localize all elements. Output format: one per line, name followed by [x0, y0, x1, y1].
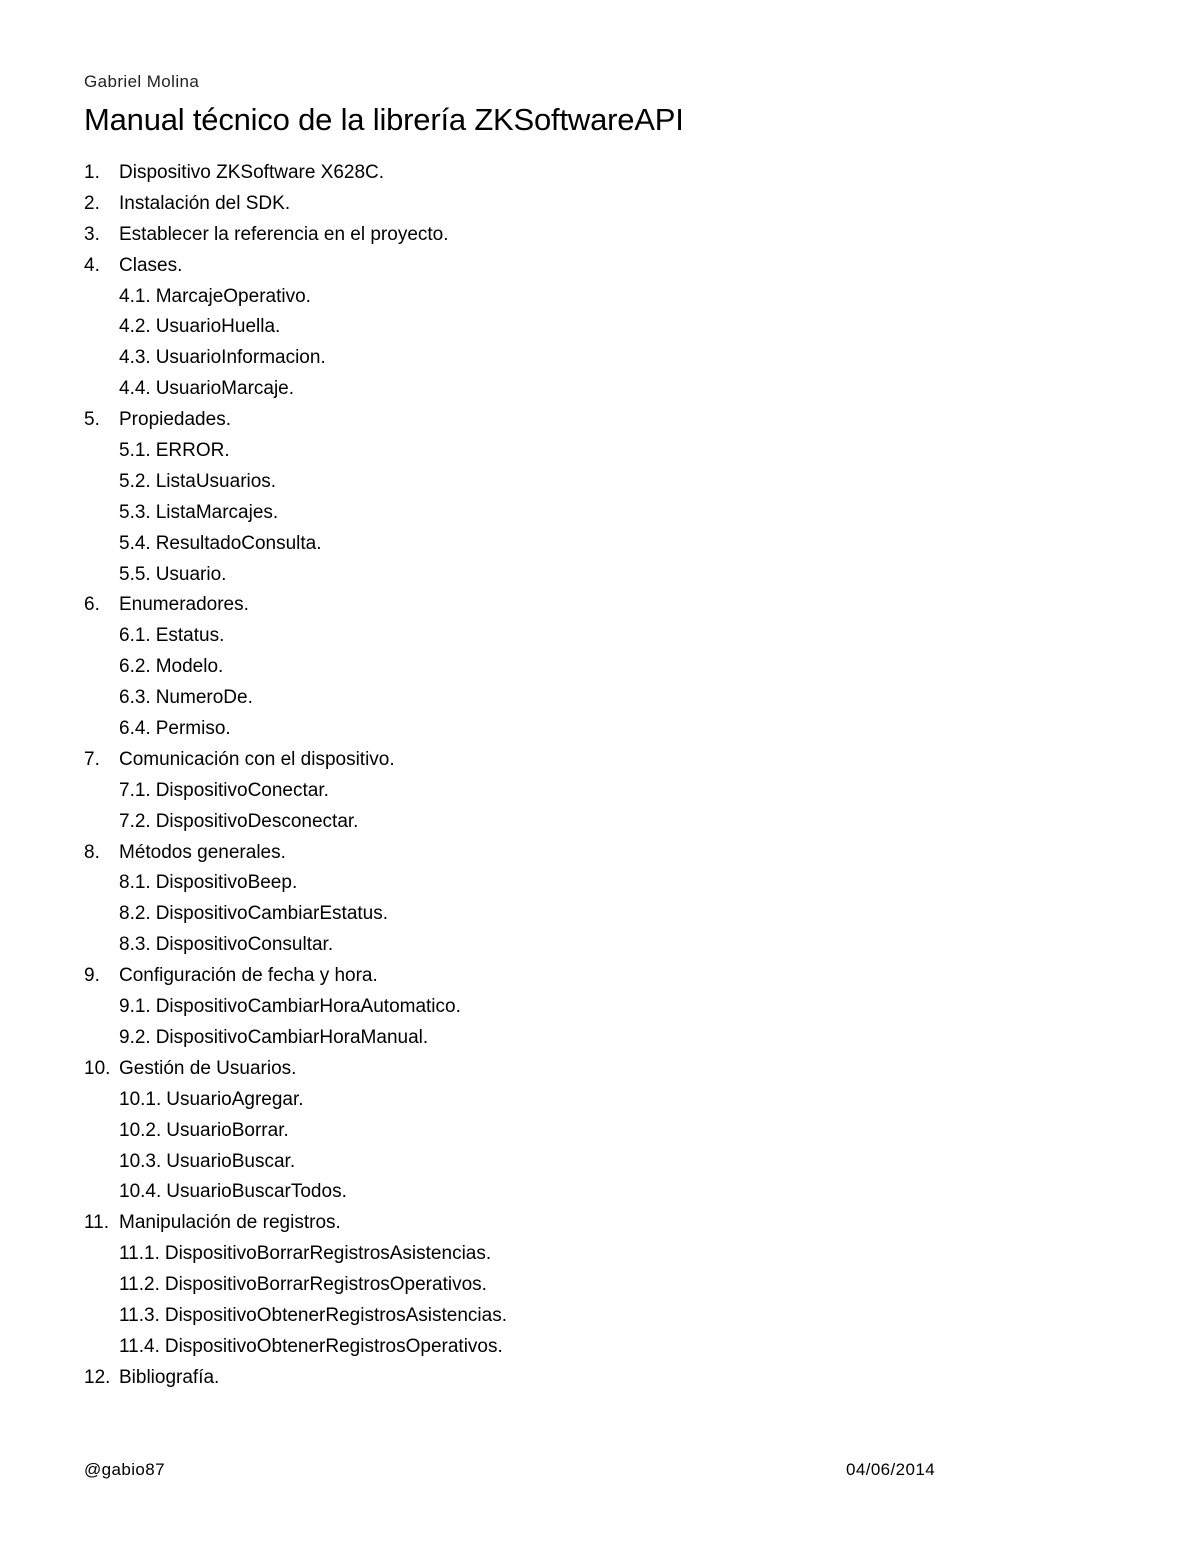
toc-item-text: UsuarioBuscarTodos. [166, 1181, 347, 1203]
toc-item-number: 4.2. [119, 316, 151, 338]
toc-item-text: MarcajeOperativo. [155, 285, 311, 307]
toc-item-text: Clases. [119, 254, 183, 276]
toc-item-text: Instalación del SDK. [119, 192, 291, 214]
toc-item-text: Configuración de fecha y hora. [119, 965, 378, 987]
toc-subitem [84, 992, 507, 1023]
toc-item-text: Comunicación con el dispositivo. [119, 748, 395, 770]
toc-item-number: 11.2. [119, 1274, 160, 1296]
toc-subitem [84, 807, 507, 838]
toc-subitem [84, 436, 507, 467]
toc-item-number: 6.4. [119, 718, 151, 740]
toc-item-number: 10.1. [119, 1088, 162, 1110]
toc-subitem [84, 529, 507, 560]
toc-item-text: Usuario. [155, 563, 227, 585]
toc-item-text: Enumeradores. [119, 594, 249, 616]
toc-subitem [84, 1270, 507, 1301]
toc-item [84, 745, 507, 776]
toc-item-text: Métodos generales. [119, 841, 286, 863]
toc-item-text: DispositivoBorrarRegistrosOperativos. [164, 1274, 487, 1296]
toc-item-text: Dispositivo ZKSoftware X628C. [119, 162, 385, 183]
toc-subitem [84, 374, 507, 405]
footer-handle: @gabio87 [84, 1460, 165, 1479]
toc-item [84, 189, 507, 220]
author-name: Gabriel Molina [84, 72, 200, 91]
toc-item-number: 6.3. [119, 687, 151, 709]
toc-item-number: 6.2. [119, 656, 151, 678]
toc-subitem [84, 776, 507, 807]
toc-item-number: 2. [84, 192, 100, 214]
toc-item-number: 10.2. [119, 1119, 162, 1141]
toc-subitem [84, 560, 507, 591]
toc-item-number: 8. [84, 841, 100, 863]
toc-item-text: DispositivoCambiarHoraAutomatico. [155, 996, 461, 1018]
toc-subitem [84, 714, 507, 745]
toc-item-text: UsuarioBorrar. [166, 1119, 289, 1141]
toc-item [84, 158, 507, 189]
toc-item-number: 9.2. [119, 1026, 151, 1048]
toc-item-text: Establecer la referencia en el proyecto. [119, 223, 449, 245]
toc-item-number: 10.3. [119, 1150, 162, 1172]
toc-subitem [84, 683, 507, 714]
toc-item-text: UsuarioHuella. [155, 316, 281, 338]
toc-subitem [84, 498, 507, 529]
toc-item-text: Gestión de Usuarios. [119, 1057, 297, 1079]
toc-item-text: UsuarioAgregar. [166, 1088, 304, 1110]
toc-item [84, 1054, 507, 1085]
toc-subitem [84, 1177, 507, 1208]
toc-item-text: Estatus. [155, 625, 225, 647]
toc-item-number: 8.1. [119, 872, 151, 894]
toc-item-number: 5.4. [119, 532, 151, 554]
toc-subitem [84, 899, 507, 930]
toc-item-text: Manipulación de registros. [119, 1212, 341, 1234]
toc-subitem [84, 868, 507, 899]
toc-item-number: 5.3. [119, 501, 151, 523]
toc-item-number: 3. [84, 223, 100, 245]
toc-subitem [84, 1147, 507, 1178]
toc-item-number: 4.1. [119, 285, 151, 307]
footer-date: 04/06/2014 [846, 1460, 936, 1479]
toc-subitem [84, 1239, 507, 1270]
toc-item-text: Permiso. [155, 718, 231, 740]
toc-item [84, 1208, 507, 1239]
toc-item-text: ERROR. [155, 440, 230, 462]
toc-item [84, 961, 507, 992]
toc-item-number: 7. [84, 748, 100, 770]
toc-subitem [84, 1116, 507, 1147]
toc-item-text: DispositivoBeep. [155, 872, 298, 894]
toc-item-text: ResultadoConsulta. [155, 532, 322, 554]
toc-item-number: 1. [84, 162, 100, 183]
toc-item-number: 7.1. [119, 779, 151, 801]
toc-item-number: 7.2. [119, 810, 151, 832]
toc-item-text: DispositivoCambiarHoraManual. [155, 1026, 429, 1048]
toc-subitem [84, 467, 507, 498]
toc-subitem [84, 930, 507, 961]
toc-item-number: 5.5. [119, 563, 151, 585]
toc-subitem [84, 282, 507, 313]
toc-item-number: 6.1. [119, 625, 151, 647]
toc-item-text: DispositivoConectar. [155, 779, 329, 801]
toc-item-number: 11. [84, 1212, 110, 1234]
toc-item-number: 4. [84, 254, 100, 276]
toc-item-number: 10. [84, 1057, 111, 1079]
toc-item-number: 11.3. [119, 1304, 160, 1326]
toc-item [84, 838, 507, 869]
toc-item-number: 9.1. [119, 996, 151, 1018]
toc-item-text: ListaUsuarios. [155, 470, 277, 492]
toc-item-text: NumeroDe. [155, 687, 253, 709]
toc-item-text: DispositivoBorrarRegistrosAsistencias. [164, 1243, 492, 1265]
toc-item-number: 12. [84, 1366, 111, 1388]
toc-subitem [84, 1085, 507, 1116]
toc-item-text: Modelo. [155, 656, 224, 678]
toc-item-text: ListaMarcajes. [155, 501, 279, 523]
toc-item-text: DispositivoObtenerRegistrosAsistencias. [164, 1304, 507, 1326]
toc-subitem [84, 1332, 507, 1363]
toc-item [84, 590, 507, 621]
toc-item-number: 4.4. [119, 378, 151, 400]
toc-item-number: 5. [84, 409, 100, 431]
toc-subitem [84, 652, 507, 683]
toc-item-text: DispositivoObtenerRegistrosOperativos. [164, 1335, 503, 1357]
toc-subitem [84, 312, 507, 343]
toc-item-number: 8.2. [119, 903, 151, 925]
toc-subitem [84, 621, 507, 652]
toc-item-text: UsuarioMarcaje. [155, 378, 295, 400]
toc-item-text: Bibliografía. [119, 1366, 220, 1388]
toc-subitem [84, 1023, 507, 1054]
toc-item [84, 405, 507, 436]
toc-item-number: 5.1. [119, 440, 151, 462]
toc-subitem [84, 343, 507, 374]
toc-item [84, 220, 507, 251]
toc-item [84, 251, 507, 282]
toc-item-text: Propiedades. [119, 409, 231, 431]
toc-item-number: 4.3. [119, 347, 151, 369]
toc-item-text: UsuarioBuscar. [166, 1150, 296, 1172]
document-title: Manual técnico de la librería ZKSoftwareAPI [84, 102, 684, 137]
toc-subitem [84, 1301, 507, 1332]
toc-item-number: 11.4. [119, 1335, 160, 1357]
toc-item-text: DispositivoCambiarEstatus. [155, 903, 389, 925]
toc-item [84, 1363, 507, 1394]
toc-item-text: DispositivoConsultar. [155, 934, 334, 956]
toc-item-number: 9. [84, 965, 100, 987]
toc-item-text: UsuarioInformacion. [155, 347, 326, 369]
toc-item-text: DispositivoDesconectar. [155, 810, 359, 832]
toc-item-number: 11.1. [119, 1243, 160, 1265]
toc-item-number: 10.4. [119, 1181, 162, 1203]
toc-item-number: 5.2. [119, 470, 151, 492]
table-of-contents [84, 158, 507, 1394]
toc-item-number: 6. [84, 594, 100, 616]
toc-item-number: 8.3. [119, 934, 151, 956]
